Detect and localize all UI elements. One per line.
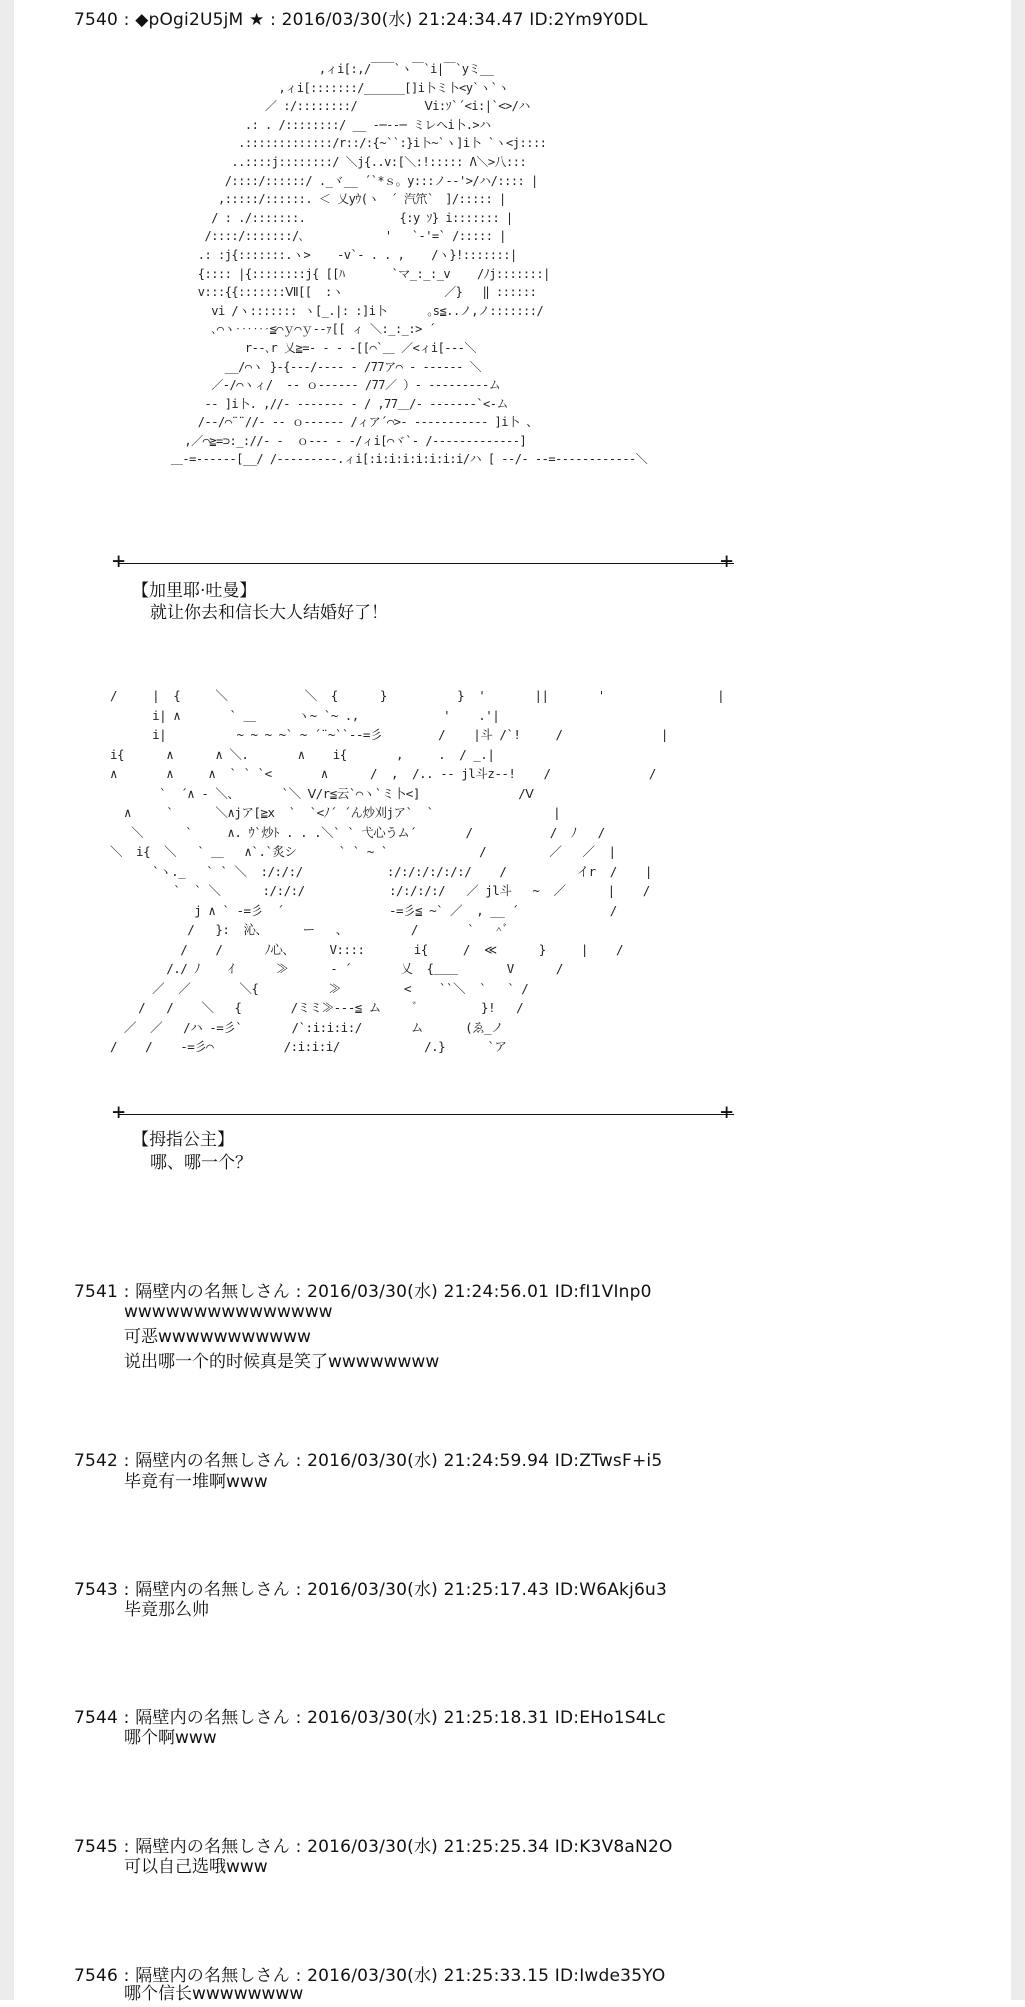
post-header-7542: 7542 : 隔壁内の名無しさん : 2016/03/30(水) 21:24:59.94 ID:ZTwsF+i5	[74, 1451, 663, 1471]
speaker-name-1: 【加里耶·吐曼】	[132, 581, 257, 601]
post-body-7542: 毕竟有一堆啊www	[124, 1472, 268, 1492]
divider-endcap-right-2: +	[720, 1100, 734, 1125]
ascii-art-scene-1: ,ィi[:,/￣￣`ヽ￣`i|￣`yミ__ ,ィi[:::::::/______[]i卜ミ卜<y`ヽ`ヽ ／ :/::::::::/ Ⅴi:ｿ`´<i:|`<>/ハ .: . /::::::::/ __ ‐─‐‐─ ミレヘi卜.>ハ .:::::::::::::/r::/:{~``:}i卜~`ヽ]i卜 `ヽ<j:::: ..::::j::::::::/ ＼j{..v:[＼:!::::: Λ＼>八::: /::::/::::::/ ._ヾ__ ´`*ｓ。y:::ノ‐‐'>/ハ/:::: | ,:::::/::::::. ＜ 乂yｳ(ヽ ´ 汽笊` ]/::::: | / : ./:::::::. {:y ｿ} i::::::: | /::::/:::::::/､ ' `‐'=` /::::: | .: :j{:::::::.ヽ> -v`‐ . . , /ヽ}!:::::::| {:::: |{::::::::j{ [[ﾊ `マ_:_:_v /ﾉj:::::::| v:::{{:::::::Ⅶ[[ :ヽ ／} ‖ :::::: vi /ヽ::::::: ヽ[_.|: :]i卜 ｡s≦..ノ,ノ:::::::/ ､⌒ヽ‥‥‥≦⌒ｙ⌒ｙ‐‐ｧ[[ ィ ＼:_:_:> ´ r‐‐､r 乂≧=‐ ‐ ‐ ‐[[⌒`＿ ／<ィi[‐‐‐＼ __/⌒ヽ }‐{‐‐‐/‐‐‐‐ ‐ /77ア⌒ ‐ ‐‐‐‐‐‐ ＼ ／‐/⌒ヽィ/ ‐‐ ｏ‐‐‐‐‐‐ /77／ ）‐ ‐‐‐‐‐‐‐‐‐ム ‐‐ ]i卜. ,//‐ ‐‐‐‐‐‐‐ ‐ / ,77＿/‐ ‐‐‐‐‐‐‐`<‐ム /‐‐/⌒¨¨//‐ ‐‐ ｏ‐‐‐‐‐‐ /ィア´⌒>‐ ‐‐‐‐‐‐‐‐‐‐‐ ]i卜 、 ,／⌒≧=⊃:_://‐ ‐ ｏ‐‐‐ ‐ ‐/ィi[⌒ヾ`‐ /‐‐‐‐‐‐‐‐‐‐‐‐‐] ＿‐=‐‐‐‐‐‐[__/ /‐‐‐‐‐‐‐‐‐.ィi[:i:i:i:i:i:i:i/ハ [ ‐‐/‐ ‐‐=‐‐‐‐‐‐‐‐‐‐‐‐＼	[170, 62, 648, 467]
left-margin	[0, 0, 14, 2000]
post-header-7543: 7543 : 隔壁内の名無しさん : 2016/03/30(水) 21:25:17.43 ID:W6Akj6u3	[74, 1580, 668, 1600]
post-body-7544: 哪个啊www	[124, 1728, 217, 1748]
post-header-7540: 7540 : ◆pOgi2U5jM ★ : 2016/03/30(水) 21:24:34.47 ID:2Ym9Y0DL	[74, 10, 648, 30]
speech-line-2: 哪、哪一个？	[150, 1153, 252, 1173]
divider-endcap-left-1: +	[112, 549, 126, 574]
post-body-7546: 哪个信长wwwwwwww	[124, 1984, 304, 2004]
speaker-name-2: 【拇指公主】	[132, 1130, 234, 1150]
post-header-7546: 7546 : 隔壁内の名無しさん : 2016/03/30(水) 21:25:33.15 ID:Iwde35YO	[74, 1966, 666, 1986]
divider-endcap-right-1: +	[720, 549, 734, 574]
thread-page	[14, 0, 1011, 2004]
post-body-7545: 可以自己选哦www	[124, 1857, 268, 1877]
post-body-7543: 毕竟那么帅	[124, 1600, 209, 1620]
ascii-art-scene-2: / | { ＼ ＼ { } } ' || ' | i| ∧ ` ＿ ヽ~ `~ ., ' .'| i| ~ ~ ~ ~` ~ ´¨~``‐‐=彡 / |斗 /`! / | i{ ∧ ∧ ＼. ∧ i{ , . / _.| ∧ ∧ ∧ ` ` `< ∧ / , /.. ‐‐ jl斗z‐‐! / / ` ´∧ ‐ ＼、 `＼ Ⅴ/r≦云`⌒ヽ`ミ卜<] /Ⅴ ∧ ` ＼∧jア[≧x ` `<ﾉ´ ´ん炒刈jア` ` | ＼ ` ∧. ｳ`炒ﾄ . . .＼` ` 弋心うム´ / / ﾉ / ＼ i{ ＼ ` ＿ ∧`.`炙シ ` ` ~ ` / ／ ／ | `ヽ._ ` ` ＼ :/:/:/ :/:/:/:/:/:/ / イr / | ` ` ＼ :/:/:/ :/:/:/:/ ／ jl斗 ~ ／ | / j ∧ ` ‐=彡 ´ ‐=彡≦ ~` ／ , __ ´ / / }: 沁、 ー 、 / ` ^ﾞ / / ﾉ心、 V:::: i{ / ≪ } | / /./ ﾉ ｲ ≫ ‐ ´ 乂 {＿＿ V / ／ ／ ＼{ ≫ < ``＼ ` ` / / / ＼ { /ミミ≫‐‐‐≦ ム ﾞ }! / ／ ／ /ハ ‐=彡` /`:i:i:i:/ ム (ゑ_ノ / / ‐=彡⌒ /:i:i:i/ /.} `ア	[110, 688, 725, 1054]
divider-endcap-left-2: +	[112, 1100, 126, 1125]
speech-line-1: 就让你去和信长大人结婚好了！	[150, 603, 388, 623]
right-margin	[1011, 0, 1025, 2000]
post-header-7541: 7541 : 隔壁内の名無しさん : 2016/03/30(水) 21:24:56.01 ID:fI1VInp0	[74, 1282, 652, 1302]
post-header-7544: 7544 : 隔壁内の名無しさん : 2016/03/30(水) 21:25:18.31 ID:EHo1S4Lc	[74, 1708, 666, 1728]
stage-divider-1	[118, 563, 734, 564]
stage-divider-2	[118, 1114, 734, 1115]
post-header-7545: 7545 : 隔壁内の名無しさん : 2016/03/30(水) 21:25:25.34 ID:K3V8aN2O	[74, 1837, 673, 1857]
post-body-7541: wwwwwwwwwwwwwww 可恶wwwwwwwwwww 说出哪一个的时候真是笑了wwwwwwww	[124, 1302, 440, 1372]
